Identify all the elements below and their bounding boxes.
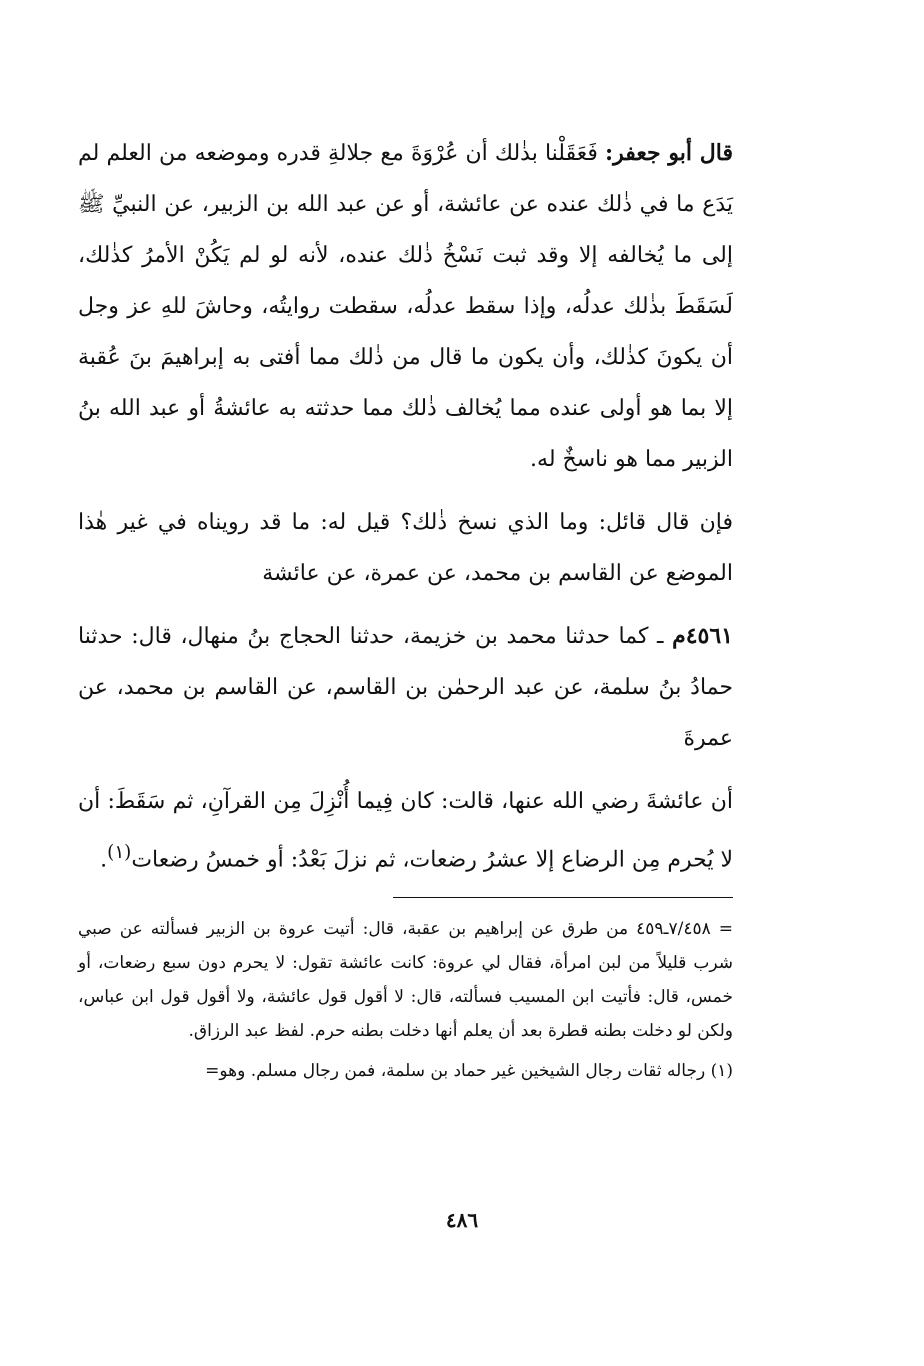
paragraph-1-body: فَعَقَلْنا بذٰلك أن عُرْوَةَ مع جلالةِ قدره وموضعه من العلم لم يَدَع ما في ذٰلك عنده عن عائشة، أو عن عبد الله بن الزبير، عن النبيِّ ﷺ إلى ما يُخالفه إلا وقد ثبت نَسْخُ ذٰلك عنده، لأنه لو لم يَكُنْ الأمرُ كذٰلك، لَسَقَطَ بذٰلك عدلُه، وإذا سقط عدلُه، سقطت روايتُه، وحاشَ للهِ عز وجل أن يكونَ كذٰلك، وأن يكون ما قال من ذٰلك مما أفتى به إبراهيمَ بنَ عُقبة إلا بما هو أولى عنده مما يُخالف ذٰلك مما حدثته به عائشةُ أو عبد الله بنُ الزبير مما هو ناسخٌ له. bbox=[78, 141, 733, 472]
hadith-text bbox=[78, 776, 733, 885]
hadith-number: ٤٥٦١م bbox=[672, 623, 733, 649]
speaker-lead: قال أبو جعفر: bbox=[604, 140, 733, 166]
hadith-paragraph bbox=[78, 611, 733, 764]
hadith-text-body: أن عائشةَ رضي الله عنها، قالت: كان فِيما أُنْزِلَ مِن القرآنِ، ثم سَقَطَ: أن لا يُحرم مِن الرضاع إلا عشرُ رضعات، ثم نزلَ بَعْدُ: أو خمسُ رضعات bbox=[78, 789, 733, 873]
hadith-chain: ـ كما حدثنا محمد بن خزيمة، حدثنا الحجاج بنُ منهال، قال: حدثنا حمادُ بنُ سلمة، عن عبد الرحمٰن بن القاسم، عن القاسم بن محمد، عن عمرةَ bbox=[78, 624, 733, 751]
footnote-continuation: = ٧/٤٥٨ـ٤٥٩ من طرق عن إبراهيم بن عقبة، قال: أتيت عروة بن الزبير فسألته عن صبي شرب قليلاً من لبن امرأة، فقال لي عروة: كانت عائشة تقول: لا يحرم دون سبع رضعات، أو خمس، قال: فأتيت ابن المسيب فسألته، قال: لا أقول قول عائشة، ولا أقول قول ابن عباس، ولكن لو دخلت بطنه قطرة بعد أن يعلم أنها دخلت بطنه حرم. لفظ عبد الرزاق. bbox=[78, 919, 733, 1042]
footnotes bbox=[78, 912, 733, 1088]
footnote-divider bbox=[393, 897, 733, 898]
paragraph-2: فإن قال قائل: وما الذي نسخ ذٰلك؟ قيل له: ما قد رويناه في غير هٰذا الموضع عن القاسم بن محمد، عن عمرة، عن عائشة bbox=[78, 510, 733, 586]
page-body bbox=[78, 128, 733, 1088]
paragraph-1 bbox=[78, 128, 733, 485]
footnote-marker: (١) bbox=[107, 842, 132, 863]
page-number: ٤٨٦ bbox=[445, 1208, 479, 1232]
footnote-1: (١) رجاله ثقات رجال الشيخين غير حماد بن سلمة، فمن رجال مسلم. وهو= bbox=[205, 1061, 733, 1082]
main-text bbox=[78, 128, 733, 885]
hadith-text-end: . bbox=[100, 847, 108, 873]
